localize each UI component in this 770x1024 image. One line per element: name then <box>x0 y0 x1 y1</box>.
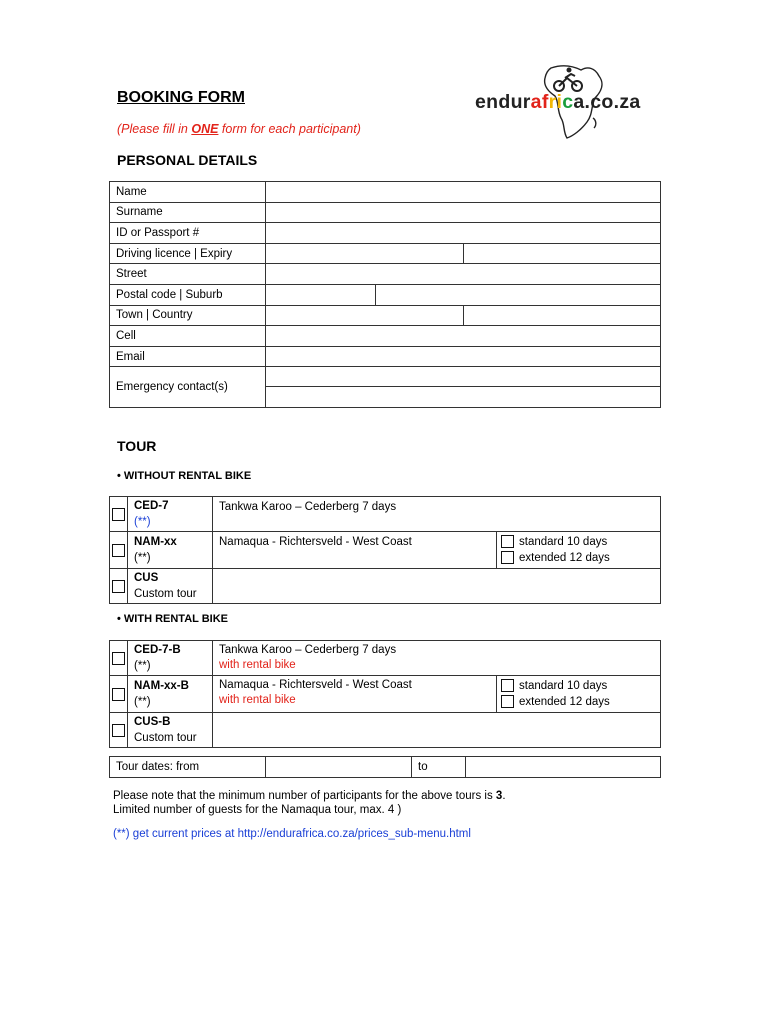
emergency-contact-1-input[interactable] <box>266 367 660 387</box>
nam-xx-b-checkbox[interactable] <box>112 688 125 701</box>
street-input[interactable] <box>266 264 661 285</box>
email-input[interactable] <box>266 346 661 367</box>
field-label: ID or Passport # <box>110 223 266 244</box>
tour-description: Namaqua - Richtersveld - West Coast <box>219 679 412 691</box>
tours-with-bike-table <box>109 640 661 748</box>
ced-7-checkbox[interactable] <box>112 508 125 521</box>
standard-checkbox[interactable] <box>501 535 514 548</box>
tour-description: Tankwa Karoo – Cederberg 7 days <box>213 497 661 532</box>
id-passport-input[interactable] <box>266 223 661 244</box>
motorbike-icon <box>554 68 582 92</box>
field-label: Postal code | Suburb <box>110 284 266 305</box>
name-input[interactable] <box>266 182 661 203</box>
rental-note: with rental bike <box>219 694 296 706</box>
field-label: Name <box>110 182 266 203</box>
extended-option[interactable]: extended 12 days <box>501 694 656 710</box>
field-label: Emergency contact(s) <box>110 367 266 408</box>
tour-code: CED-7-B <box>134 644 181 656</box>
tours-without-bike-table <box>109 496 661 604</box>
cell-input[interactable] <box>266 326 661 347</box>
dates-from-label: Tour dates: from <box>110 757 266 778</box>
participants-note: Please note that the minimum number of participants for the above tours is 3. Limited number of guests for the Namaqua tour, max. 4 ) <box>113 790 506 816</box>
field-label: Email <box>110 346 266 367</box>
standard-checkbox[interactable] <box>501 679 514 692</box>
tour-heading: TOUR <box>117 438 157 454</box>
field-label: Cell <box>110 326 266 347</box>
page-title: BOOKING FORM <box>117 89 245 106</box>
tour-note: Custom tour <box>134 732 197 744</box>
tour-dates-table <box>109 756 661 778</box>
standard-option[interactable]: standard 10 days <box>501 678 656 694</box>
custom-tour-input[interactable] <box>213 713 661 748</box>
custom-tour-input[interactable] <box>213 569 661 604</box>
nam-xx-checkbox[interactable] <box>112 544 125 557</box>
tour-description: Namaqua - Richtersveld - West Coast <box>213 532 497 569</box>
without-rental-heading: • WITHOUT RENTAL BIKE <box>117 470 252 482</box>
standard-option[interactable]: standard 10 days <box>501 534 656 550</box>
country-input[interactable] <box>464 305 661 326</box>
prices-link[interactable]: (**) get current prices at http://endurafrica.co.za/prices_sub-menu.html <box>113 828 471 840</box>
town-input[interactable] <box>266 305 464 326</box>
tour-description: Tankwa Karoo – Cederberg 7 days <box>219 644 397 656</box>
cus-checkbox[interactable] <box>112 580 125 593</box>
suburb-input[interactable] <box>376 285 660 305</box>
with-rental-heading: • WITH RENTAL BIKE <box>117 613 228 625</box>
personal-details-heading: PERSONAL DETAILS <box>117 152 258 168</box>
tour-code: CUS-B <box>134 716 171 728</box>
price-note: (**) <box>134 552 151 564</box>
date-to-input[interactable] <box>466 757 661 778</box>
field-label: Driving licence | Expiry <box>110 243 266 264</box>
tour-note: Custom tour <box>134 588 197 600</box>
price-note: (**) <box>134 696 151 708</box>
licence-expiry-input[interactable] <box>464 243 661 264</box>
surname-input[interactable] <box>266 202 661 223</box>
extended-checkbox[interactable] <box>501 695 514 708</box>
emergency-contact-2-input[interactable] <box>266 387 660 407</box>
price-note: (**) <box>134 660 151 672</box>
page-subtitle: (Please fill in ONE form for each participant) <box>117 122 361 136</box>
personal-details-table <box>109 181 661 408</box>
field-label: Street <box>110 264 266 285</box>
price-note: (**) <box>134 516 151 528</box>
tour-code: CUS <box>134 572 159 584</box>
tour-code: NAM-xx <box>134 536 177 548</box>
dates-to-label: to <box>412 757 466 778</box>
tour-code: CED-7 <box>134 500 169 512</box>
cus-b-checkbox[interactable] <box>112 724 125 737</box>
rental-note: with rental bike <box>219 659 296 671</box>
tour-code: NAM-xx-B <box>134 680 189 692</box>
driving-licence-input[interactable] <box>266 243 464 264</box>
postal-code-input[interactable] <box>266 285 376 305</box>
date-from-input[interactable] <box>266 757 412 778</box>
extended-option[interactable]: extended 12 days <box>501 550 656 566</box>
brand-logo: endurafrica.co.za <box>475 91 641 113</box>
field-label: Surname <box>110 202 266 223</box>
field-label: Town | Country <box>110 305 266 326</box>
extended-checkbox[interactable] <box>501 551 514 564</box>
ced-7-b-checkbox[interactable] <box>112 652 125 665</box>
